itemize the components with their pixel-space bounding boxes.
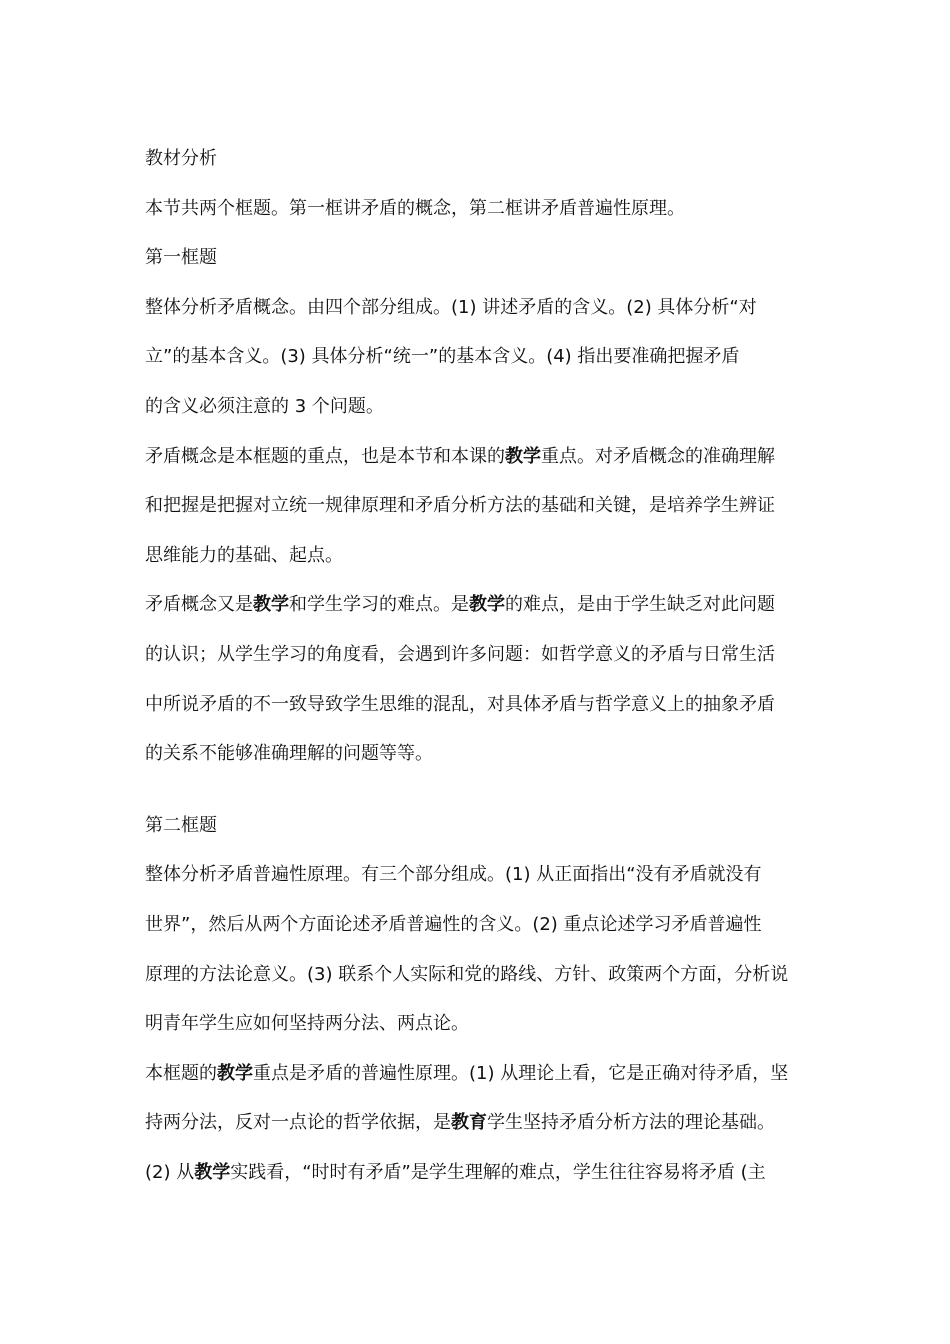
text-line: 的含义必须注意的 3 个问题。 — [145, 395, 384, 417]
section2-key-point-paragraph — [145, 1049, 815, 1198]
section2-title: 第二框题 — [145, 814, 217, 836]
section2-overview-paragraph — [145, 850, 815, 1048]
text-line: 原理的方法论意义。(3) 联系个人实际和党的路线、方针、政策两个方面，分析说 — [145, 963, 789, 985]
paragraph-spacer — [145, 779, 815, 801]
text-line: (2) 从教学实践看，“时时有矛盾”是学生理解的难点，学生往往容易将矛盾 (主 — [145, 1161, 766, 1183]
section-heading-textbook-analysis: 教材分析 — [145, 148, 217, 169]
text-line: 本框题的教学重点是矛盾的普遍性原理。(1) 从理论上看，它是正确对待矛盾，坚 — [145, 1062, 789, 1084]
text-line: 的关系不能够准确理解的问题等等。 — [145, 743, 433, 765]
text-line: 思维能力的基础、起点。 — [145, 544, 343, 566]
text-line: 矛盾概念又是教学和学生学习的难点。是教学的难点，是由于学生缺乏对此问题 — [145, 594, 775, 616]
highlight-keyword: 教学 — [505, 445, 541, 467]
highlight-keyword: 教学 — [469, 594, 505, 616]
text-line: 立”的基本含义。(3) 具体分析“统一”的基本含义。(4) 指出要准确把握矛盾 — [145, 346, 740, 368]
text-line: 和把握是把握对立统一规律原理和矛盾分析方法的基础和关键，是培养学生辨证 — [145, 495, 775, 517]
highlight-keyword: 教学 — [217, 1062, 253, 1084]
section1-overview-paragraph — [145, 283, 815, 432]
text-line: 持两分法，反对一点论的哲学依据，是教育学生坚持矛盾分析方法的理论基础。 — [145, 1112, 775, 1134]
section1-title: 第一框题 — [145, 247, 217, 269]
text-line: 明青年学生应如何坚持两分法、两点论。 — [145, 1013, 469, 1035]
document-body — [145, 134, 815, 1197]
section1-key-point-paragraph — [145, 432, 815, 581]
text-line: 矛盾概念是本框题的重点，也是本节和本课的教学重点。对矛盾概念的准确理解 — [145, 445, 775, 467]
text-line: 世界”，然后从两个方面论述矛盾普遍性的含义。(2) 重点论述学习矛盾普遍性 — [145, 913, 762, 935]
text-line: 的认识；从学生学习的角度看，会遇到许多问题：如哲学意义的矛盾与日常生活 — [145, 643, 775, 665]
text-line: 整体分析矛盾普遍性原理。有三个部分组成。(1) 从正面指出“没有矛盾就没有 — [145, 864, 762, 886]
highlight-keyword: 教学 — [194, 1161, 231, 1183]
section1-difficulty-paragraph — [145, 580, 815, 778]
text-line: 中所说矛盾的不一致导致学生思维的混乱，对具体矛盾与哲学意义上的抽象矛盾 — [145, 693, 775, 715]
highlight-keyword: 教学 — [253, 594, 289, 616]
text-line: 整体分析矛盾概念。由四个部分组成。(1) 讲述矛盾的含义。(2) 具体分析“对 — [145, 296, 757, 318]
intro-paragraph: 本节共两个框题。第一框讲矛盾的概念，第二框讲矛盾普遍性原理。 — [145, 197, 685, 219]
highlight-keyword: 教育 — [451, 1112, 487, 1134]
